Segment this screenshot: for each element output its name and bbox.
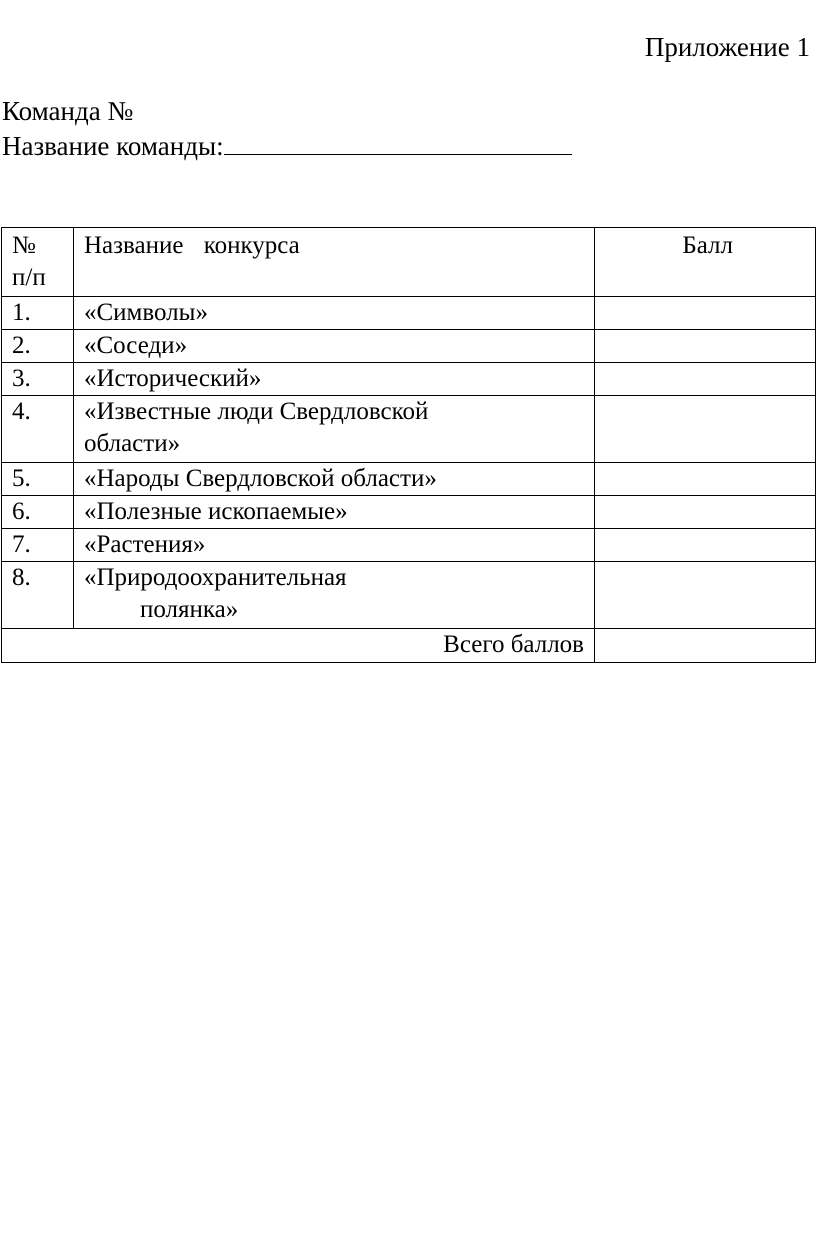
team-name-line — [2, 130, 572, 161]
total-score-cell[interactable] — [595, 629, 816, 663]
table-row — [2, 562, 816, 629]
header-number-cell — [2, 228, 74, 297]
appendix-label: Приложение 1 — [644, 32, 810, 62]
row-contest-name-line2: полянка» — [140, 596, 239, 623]
row-score-cell[interactable] — [595, 496, 816, 529]
table-total-row — [2, 629, 816, 663]
table-row — [2, 529, 816, 562]
table-row — [2, 396, 816, 463]
row-number: 3. — [2, 363, 74, 396]
row-contest-name: «Народы Свердловской области» — [74, 463, 595, 496]
row-contest-name-line2: области» — [84, 430, 181, 457]
table-header-row — [2, 228, 816, 297]
team-number-label: Команда № — [2, 96, 134, 126]
row-number: 7. — [2, 529, 74, 562]
row-contest-name-line1: «Природоохранительная — [84, 564, 347, 591]
header-number-line2: п/п — [12, 264, 46, 291]
table-row — [2, 496, 816, 529]
contest-score-table — [1, 227, 816, 663]
row-contest-name: «Исторический» — [74, 363, 595, 396]
row-score-cell[interactable] — [595, 297, 816, 330]
row-number: 2. — [2, 330, 74, 363]
row-contest-name — [74, 562, 595, 629]
row-score-cell[interactable] — [595, 363, 816, 396]
row-contest-name: «Символы» — [74, 297, 595, 330]
header-score: Балл — [595, 228, 816, 297]
row-number: 8. — [2, 562, 74, 629]
team-name-blank-field[interactable] — [224, 130, 572, 155]
row-score-cell[interactable] — [595, 562, 816, 629]
team-name-label: Название команды: — [2, 131, 224, 161]
table-row — [2, 363, 816, 396]
header-number-line1: № — [12, 232, 36, 259]
row-contest-name — [74, 396, 595, 463]
row-contest-name-line1: «Известные люди Свердловской — [84, 398, 429, 425]
row-number: 4. — [2, 396, 74, 463]
header-contest-name: Название конкурса — [74, 228, 595, 297]
row-score-cell[interactable] — [595, 463, 816, 496]
table-row — [2, 463, 816, 496]
row-contest-name: «Соседи» — [74, 330, 595, 363]
row-contest-name: «Полезные ископаемые» — [74, 496, 595, 529]
row-number: 1. — [2, 297, 74, 330]
table-row — [2, 330, 816, 363]
row-score-cell[interactable] — [595, 529, 816, 562]
row-score-cell[interactable] — [595, 396, 816, 463]
row-number: 5. — [2, 463, 74, 496]
row-number: 6. — [2, 496, 74, 529]
total-label: Всего баллов — [2, 629, 595, 663]
row-contest-name: «Растения» — [74, 529, 595, 562]
row-score-cell[interactable] — [595, 330, 816, 363]
table-row — [2, 297, 816, 330]
